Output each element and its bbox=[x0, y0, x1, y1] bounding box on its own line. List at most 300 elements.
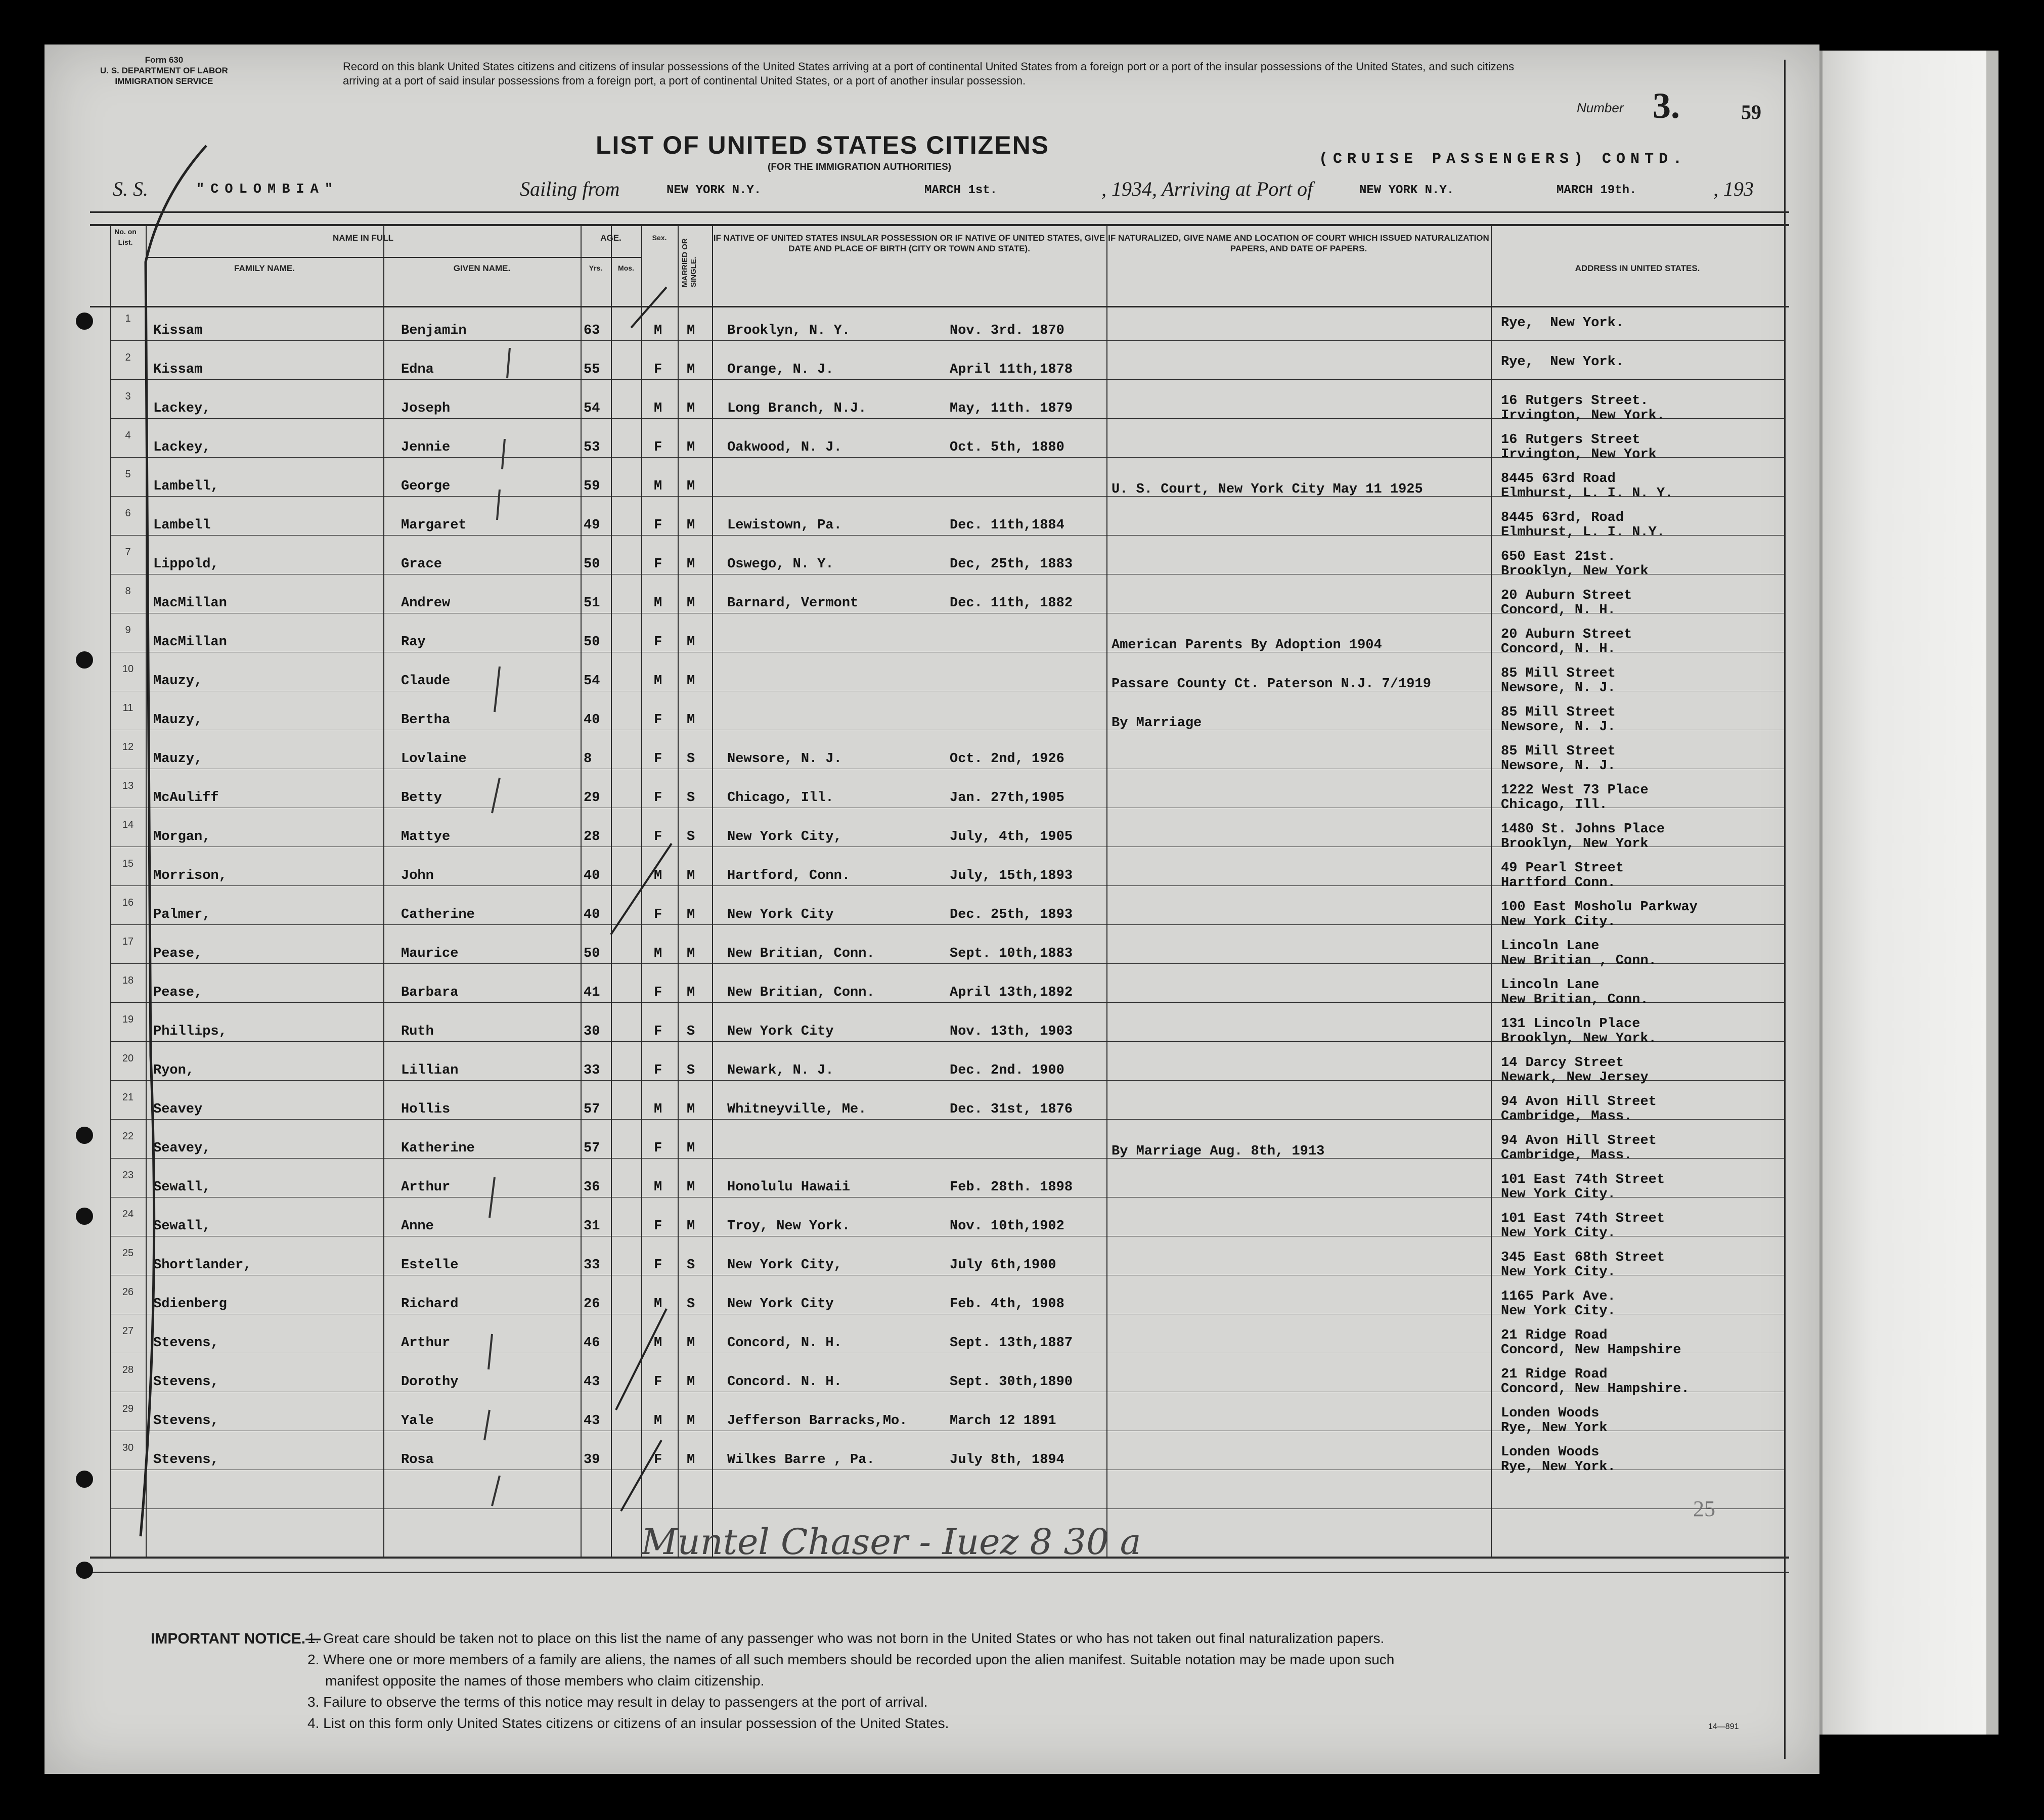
birthplace-cell: New York City, bbox=[727, 829, 842, 845]
given-name-cell: Catherine bbox=[401, 907, 475, 922]
sex-cell: F bbox=[654, 713, 662, 728]
age-cell: 8 bbox=[584, 751, 592, 767]
row-rule bbox=[110, 340, 1784, 341]
sex-cell: F bbox=[654, 1374, 662, 1390]
family-name-cell: Lambell bbox=[153, 518, 211, 533]
birthplace-cell: Wilkes Barre , Pa. bbox=[727, 1452, 875, 1468]
given-name-cell: Mattye bbox=[401, 829, 451, 845]
given-name-cell: Andrew bbox=[401, 596, 451, 611]
pencil-count: 25 bbox=[1693, 1496, 1715, 1521]
birthplace-cell: Barnard, Vermont bbox=[727, 596, 859, 611]
birth-date-cell: Sept. 10th,1883 bbox=[950, 946, 1073, 961]
family-name-cell: MacMillan bbox=[153, 596, 227, 611]
sheet-right-rule bbox=[1784, 60, 1786, 1759]
row-number: 4 bbox=[125, 430, 131, 441]
sex-cell: M bbox=[654, 596, 662, 611]
row-number: 5 bbox=[125, 469, 131, 480]
family-name-cell: Pease, bbox=[153, 985, 203, 1000]
birth-date-cell: Dec. 11th,1884 bbox=[950, 518, 1064, 533]
given-name-cell: Anne bbox=[401, 1219, 434, 1234]
ship-label: S. S. bbox=[113, 177, 148, 200]
family-name-cell: Lackey, bbox=[153, 401, 211, 416]
marital-status-cell: M bbox=[687, 985, 695, 1000]
family-name-cell: Phillips, bbox=[153, 1024, 227, 1039]
number-value: 3. bbox=[1653, 85, 1680, 126]
row-number: 11 bbox=[122, 702, 134, 714]
address-cell: Londen Woods Rye, New York bbox=[1501, 1406, 1608, 1436]
column-rule bbox=[383, 224, 384, 1557]
service: IMMIGRATION SERVICE bbox=[115, 76, 213, 86]
family-name-cell: Ryon, bbox=[153, 1063, 195, 1078]
birth-date-cell: Jan. 27th,1905 bbox=[950, 790, 1064, 806]
punch-hole bbox=[76, 1208, 93, 1225]
birthplace-cell: New Britian, Conn. bbox=[727, 946, 875, 961]
marital-status-cell: M bbox=[687, 868, 695, 883]
age-cell: 63 bbox=[584, 323, 600, 338]
sex-cell: M bbox=[654, 1297, 662, 1312]
address-cell: 16 Rutgers Street. Irvington, New York. bbox=[1501, 393, 1665, 423]
birthplace-cell: Jefferson Barracks,Mo. bbox=[727, 1413, 908, 1429]
col-name-in-full: NAME IN FULL bbox=[333, 233, 393, 243]
birthplace-cell: New York City bbox=[727, 1297, 834, 1312]
sex-cell: F bbox=[654, 635, 662, 650]
row-number: 28 bbox=[122, 1364, 134, 1375]
age-cell: 28 bbox=[584, 829, 600, 845]
sex-cell: M bbox=[654, 1180, 662, 1195]
row-number: 7 bbox=[125, 547, 131, 558]
col-birth: IF NATIVE OF UNITED STATES INSULAR POSSESSION OR IF NATIVE OF UNITED STATES, GIVE DATE AND PLACE OF BIRTH (CITY OR TOWN AND STATE). bbox=[713, 233, 1105, 253]
given-name-cell: Margaret bbox=[401, 518, 467, 533]
age-cell: 39 bbox=[584, 1452, 600, 1468]
row-number: 8 bbox=[125, 586, 131, 597]
name-subheader-rule bbox=[146, 257, 641, 258]
notice-item-1: 1. Great care should be taken not to place on this list the name of any passenger who was not born in the United States or who has not taken out final naturalization papers. bbox=[307, 1630, 1385, 1646]
punch-hole bbox=[76, 1127, 93, 1144]
sex-cell: F bbox=[654, 557, 662, 572]
birth-date-cell: Dec. 2nd. 1900 bbox=[950, 1063, 1064, 1078]
address-cell: 94 Avon Hill Street Cambridge, Mass. bbox=[1501, 1133, 1657, 1163]
row-number: 29 bbox=[122, 1403, 134, 1414]
birthplace-cell: Newsore, N. J. bbox=[727, 751, 842, 767]
birth-date-cell: April 13th,1892 bbox=[950, 985, 1073, 1000]
age-cell: 31 bbox=[584, 1219, 600, 1234]
marital-status-cell: M bbox=[687, 713, 695, 728]
marital-status-cell: S bbox=[687, 829, 695, 845]
department: U. S. DEPARTMENT OF LABOR bbox=[100, 66, 228, 75]
sex-cell: F bbox=[654, 829, 662, 845]
sex-cell: F bbox=[654, 1219, 662, 1234]
given-name-cell: Richard bbox=[401, 1297, 459, 1312]
form-identifier bbox=[100, 55, 228, 86]
manifest-sheet bbox=[45, 45, 1819, 1774]
marital-status-cell: M bbox=[687, 362, 695, 377]
row-number: 30 bbox=[122, 1442, 134, 1453]
punch-hole bbox=[76, 1471, 93, 1488]
given-name-cell: Lillian bbox=[401, 1063, 459, 1078]
row-number: 12 bbox=[122, 741, 134, 752]
age-cell: 51 bbox=[584, 596, 600, 611]
column-rule bbox=[641, 224, 642, 1557]
sex-cell: F bbox=[654, 440, 662, 455]
age-cell: 53 bbox=[584, 440, 600, 455]
sex-cell: F bbox=[654, 790, 662, 806]
marital-status-cell: M bbox=[687, 907, 695, 922]
sailing-from: NEW YORK N.Y. bbox=[666, 184, 762, 197]
given-name-cell: Grace bbox=[401, 557, 442, 572]
sex-cell: M bbox=[654, 323, 662, 338]
family-name-cell: McAuliff bbox=[153, 790, 219, 806]
birthplace-cell: Long Branch, N.J. bbox=[727, 401, 867, 416]
naturalization-cell: Passare County Ct. Paterson N.J. 7/1919 bbox=[1112, 677, 1431, 692]
address-cell: 1222 West 73 Place Chicago, Ill. bbox=[1501, 783, 1649, 813]
age-cell: 59 bbox=[584, 479, 600, 494]
naturalization-cell: By Marriage Aug. 8th, 1913 bbox=[1112, 1144, 1325, 1159]
marital-status-cell: M bbox=[687, 1452, 695, 1468]
notice-item-2-cont: manifest opposite the names of those members who claim citizenship. bbox=[325, 1673, 765, 1689]
sex-cell: F bbox=[654, 1258, 662, 1273]
birth-date-cell: Dec. 11th, 1882 bbox=[950, 596, 1073, 611]
marital-status-cell: M bbox=[687, 557, 695, 572]
given-name-cell: Bertha bbox=[401, 713, 451, 728]
address-cell: 650 East 21st. Brooklyn, New York bbox=[1501, 549, 1649, 579]
col-mos: Mos. bbox=[618, 264, 634, 272]
family-name-cell: Palmer, bbox=[153, 907, 211, 922]
year-arriving-label: , 1934, Arriving at Port of bbox=[1101, 177, 1313, 200]
family-name-cell: Seavey bbox=[153, 1102, 203, 1117]
page-curl bbox=[1819, 51, 1989, 1735]
age-cell: 57 bbox=[584, 1102, 600, 1117]
age-cell: 29 bbox=[584, 790, 600, 806]
form-number: Form 630 bbox=[145, 55, 184, 65]
address-cell: 101 East 74th Street New York City. bbox=[1501, 1211, 1665, 1241]
sailing-label: Sailing from bbox=[520, 177, 620, 200]
family-name-cell: Stevens, bbox=[153, 1413, 219, 1429]
address-cell: Londen Woods Rye, New York. bbox=[1501, 1445, 1616, 1475]
sex-cell: F bbox=[654, 1024, 662, 1039]
marital-status-cell: M bbox=[687, 518, 695, 533]
address-cell: 16 Rutgers Street Irvington, New York bbox=[1501, 432, 1657, 462]
birth-date-cell: Oct. 5th, 1880 bbox=[950, 440, 1064, 455]
column-rule bbox=[1491, 224, 1492, 1557]
sex-cell: F bbox=[654, 1063, 662, 1078]
row-number: 27 bbox=[122, 1325, 134, 1337]
given-name-cell: Ray bbox=[401, 635, 426, 650]
sex-cell: M bbox=[654, 1336, 662, 1351]
age-cell: 40 bbox=[584, 868, 600, 883]
given-name-cell: Jennie bbox=[401, 440, 451, 455]
row-number: 18 bbox=[122, 975, 134, 986]
punch-hole bbox=[76, 1562, 93, 1579]
address-cell: 85 Mill Street Newsore, N. J. bbox=[1501, 666, 1616, 696]
col-given-name: GIVEN NAME. bbox=[453, 263, 511, 273]
birth-date-cell: July, 15th,1893 bbox=[950, 868, 1073, 883]
page-curl-edge bbox=[1986, 51, 1998, 1735]
address-cell: 131 Lincoln Place Brooklyn, New York. bbox=[1501, 1016, 1657, 1046]
birthplace-cell: Brooklyn, N. Y. bbox=[727, 323, 851, 338]
marital-status-cell: S bbox=[687, 1258, 695, 1273]
age-cell: 36 bbox=[584, 1180, 600, 1195]
address-cell: 8445 63rd, Road Elmhurst, L. I. N.Y. bbox=[1501, 510, 1665, 540]
row-number: 13 bbox=[122, 780, 134, 791]
col-no-on-list: No. on List. bbox=[114, 228, 137, 246]
column-rule bbox=[1106, 224, 1107, 1557]
row-number: 21 bbox=[122, 1092, 134, 1103]
notice-item-4: 4. List on this form only United States citizens or citizens of an insular possession of the United States. bbox=[307, 1715, 949, 1731]
marital-status-cell: S bbox=[687, 1063, 695, 1078]
birthplace-cell: Concord. N. H. bbox=[727, 1374, 842, 1390]
marital-status-cell: M bbox=[687, 674, 695, 689]
address-cell: Rye, New York. bbox=[1501, 354, 1624, 370]
column-rule bbox=[146, 224, 147, 1557]
birth-date-cell: Feb. 28th. 1898 bbox=[950, 1180, 1073, 1195]
birth-date-cell: Dec. 31st, 1876 bbox=[950, 1102, 1073, 1117]
sex-cell: F bbox=[654, 1141, 662, 1156]
birth-date-cell: July, 4th, 1905 bbox=[950, 829, 1073, 845]
age-cell: 40 bbox=[584, 907, 600, 922]
family-name-cell: Morrison, bbox=[153, 868, 227, 883]
given-name-cell: Benjamin bbox=[401, 323, 467, 338]
marital-status-cell: M bbox=[687, 1180, 695, 1195]
birth-date-cell: Sept. 30th,1890 bbox=[950, 1374, 1073, 1390]
age-cell: 49 bbox=[584, 518, 600, 533]
row-number: 24 bbox=[122, 1209, 134, 1220]
family-name-cell: Mauzy, bbox=[153, 713, 203, 728]
table-top-rule bbox=[90, 224, 1789, 226]
birth-date-cell: Dec. 25th, 1893 bbox=[950, 907, 1073, 922]
address-cell: 85 Mill Street Newsore, N. J. bbox=[1501, 705, 1616, 735]
family-name-cell: Mauzy, bbox=[153, 674, 203, 689]
row-number: 2 bbox=[125, 352, 131, 363]
birth-date-cell: Nov. 3rd. 1870 bbox=[950, 323, 1064, 338]
row-rule bbox=[110, 379, 1784, 380]
sex-cell: F bbox=[654, 985, 662, 1000]
marital-status-cell: M bbox=[687, 1336, 695, 1351]
birthplace-cell: Troy, New York. bbox=[727, 1219, 851, 1234]
row-number: 6 bbox=[125, 508, 131, 519]
given-name-cell: Betty bbox=[401, 790, 442, 806]
notice-item-2: 2. Where one or more members of a family are aliens, the names of all such members should be recorded upon the alien manifest. Suitable notation may be made upon such bbox=[307, 1652, 1395, 1667]
given-name-cell: John bbox=[401, 868, 434, 883]
age-cell: 46 bbox=[584, 1336, 600, 1351]
row-number: 15 bbox=[122, 858, 134, 869]
address-cell: 21 Ridge Road Concord, New Hampshire bbox=[1501, 1328, 1681, 1358]
row-number: 19 bbox=[122, 1014, 134, 1025]
given-name-cell: Claude bbox=[401, 674, 451, 689]
age-cell: 57 bbox=[584, 1141, 600, 1156]
age-cell: 43 bbox=[584, 1413, 600, 1429]
given-name-cell: Rosa bbox=[401, 1452, 434, 1468]
marital-status-cell: S bbox=[687, 1024, 695, 1039]
given-name-cell: Edna bbox=[401, 362, 434, 377]
notice-label: IMPORTANT NOTICE.— bbox=[151, 1630, 321, 1647]
col-age: AGE. bbox=[600, 233, 621, 243]
birth-date-cell: July 8th, 1894 bbox=[950, 1452, 1064, 1468]
family-name-cell: Sewall, bbox=[153, 1180, 211, 1195]
birthplace-cell: Oswego, N. Y. bbox=[727, 557, 834, 572]
family-name-cell: Lippold, bbox=[153, 557, 219, 572]
marital-status-cell: M bbox=[687, 440, 695, 455]
address-cell: 85 Mill Street Newsore, N. J. bbox=[1501, 744, 1616, 774]
sex-cell: F bbox=[654, 362, 662, 377]
address-cell: 14 Darcy Street Newark, New Jersey bbox=[1501, 1055, 1649, 1085]
birthplace-cell: Chicago, Ill. bbox=[727, 790, 834, 806]
family-name-cell: Pease, bbox=[153, 946, 203, 961]
row-number: 9 bbox=[125, 625, 131, 636]
given-name-cell: Katherine bbox=[401, 1141, 475, 1156]
column-rule bbox=[611, 224, 612, 1557]
sex-cell: M bbox=[654, 1102, 662, 1117]
birth-date-cell: Feb. 4th, 1908 bbox=[950, 1297, 1064, 1312]
marital-status-cell: S bbox=[687, 1297, 695, 1312]
birthplace-cell: Newark, N. J. bbox=[727, 1063, 834, 1078]
naturalization-cell: U. S. Court, New York City May 11 1925 bbox=[1112, 482, 1423, 497]
birthplace-cell: Concord, N. H. bbox=[727, 1336, 842, 1351]
family-name-cell: Sdienberg bbox=[153, 1297, 227, 1312]
sex-cell: M bbox=[654, 868, 662, 883]
number-label: Number bbox=[1577, 100, 1624, 115]
marital-status-cell: M bbox=[687, 1141, 695, 1156]
birthplace-cell: Orange, N. J. bbox=[727, 362, 834, 377]
family-name-cell: Sewall, bbox=[153, 1219, 211, 1234]
notice-item-3: 3. Failure to observe the terms of this notice may result in delay to passengers at the port of arrival. bbox=[307, 1694, 928, 1710]
address-cell: 1165 Park Ave. New York City. bbox=[1501, 1289, 1616, 1319]
family-name-cell: Lackey, bbox=[153, 440, 211, 455]
age-cell: 33 bbox=[584, 1258, 600, 1273]
naturalization-cell: By Marriage bbox=[1112, 716, 1202, 731]
address-cell: 1480 St. Johns Place Brooklyn, New York bbox=[1501, 822, 1665, 852]
given-name-cell: Arthur bbox=[401, 1180, 451, 1195]
sex-cell: F bbox=[654, 518, 662, 533]
address-cell: 101 East 74th Street New York City. bbox=[1501, 1172, 1665, 1202]
column-rule bbox=[678, 224, 679, 1557]
address-cell: 49 Pearl Street Hartford Conn. bbox=[1501, 861, 1624, 891]
sailing-date: MARCH 1st. bbox=[924, 184, 998, 197]
given-name-cell: Estelle bbox=[401, 1258, 459, 1273]
marital-status-cell: M bbox=[687, 596, 695, 611]
column-rule bbox=[581, 224, 582, 1557]
marital-status-cell: M bbox=[687, 946, 695, 961]
record-instructions: Record on this blank United States citizens and citizens of insular possessions of the United States arriving at a port of continental United States from a foreign port or a port of the insular possessions of the United States, and such citizens arriving at a port of said insular possessions from a foreign port, a port of continental United States, or a port of another insular possession. bbox=[343, 60, 1515, 87]
marital-status-cell: M bbox=[687, 401, 695, 416]
family-name-cell: Morgan, bbox=[153, 829, 211, 845]
column-rule bbox=[712, 224, 713, 1557]
page-subtitle: (FOR THE IMMIGRATION AUTHORITIES) bbox=[768, 162, 952, 172]
age-cell: 50 bbox=[584, 557, 600, 572]
row-number: 22 bbox=[122, 1131, 134, 1142]
family-name-cell: Shortlander, bbox=[153, 1258, 252, 1273]
header-rule bbox=[90, 211, 1789, 213]
sex-cell: M bbox=[654, 479, 662, 494]
marital-status-cell: M bbox=[687, 635, 695, 650]
col-naturalized: IF NATURALIZED, GIVE NAME AND LOCATION OF COURT WHICH ISSUED NATURALIZATION PAPERS, AND DATE OF PAPERS. bbox=[1108, 233, 1489, 253]
birth-date-cell: Dec, 25th, 1883 bbox=[950, 557, 1073, 572]
birth-date-cell: Nov. 13th, 1903 bbox=[950, 1024, 1073, 1039]
given-name-cell: George bbox=[401, 479, 451, 494]
family-name-cell: Stevens, bbox=[153, 1374, 219, 1390]
form-code: 14—891 bbox=[1708, 1722, 1739, 1731]
sex-cell: M bbox=[654, 1413, 662, 1429]
birth-date-cell: March 12 1891 bbox=[950, 1413, 1056, 1429]
age-cell: 54 bbox=[584, 674, 600, 689]
punch-hole bbox=[76, 651, 93, 669]
address-cell: Lincoln Lane New Britian , Conn. bbox=[1501, 939, 1657, 968]
marital-status-cell: M bbox=[687, 323, 695, 338]
row-number: 23 bbox=[122, 1170, 134, 1181]
col-family-name: FAMILY NAME. bbox=[234, 263, 295, 273]
birth-date-cell: Nov. 10th,1902 bbox=[950, 1219, 1064, 1234]
ship-name: "COLOMBIA" bbox=[196, 182, 339, 197]
birthplace-cell: Oakwood, N. J. bbox=[727, 440, 842, 455]
address-cell: 8445 63rd Road Elmhurst, L. I. N. Y. bbox=[1501, 471, 1673, 501]
birthplace-cell: New York City bbox=[727, 907, 834, 922]
col-yrs: Yrs. bbox=[589, 264, 603, 272]
row-number: 1 bbox=[125, 313, 131, 324]
arriving-port: NEW YORK N.Y. bbox=[1359, 184, 1454, 197]
row-number: 3 bbox=[125, 391, 131, 402]
given-name-cell: Dorothy bbox=[401, 1374, 459, 1390]
age-cell: 50 bbox=[584, 635, 600, 650]
address-cell: 100 East Mosholu Parkway New York City. bbox=[1501, 900, 1698, 929]
family-name-cell: Seavey, bbox=[153, 1141, 211, 1156]
birthplace-cell: New Britian, Conn. bbox=[727, 985, 875, 1000]
row-number: 26 bbox=[122, 1286, 134, 1298]
naturalization-cell: American Parents By Adoption 1904 bbox=[1112, 638, 1382, 653]
col-sex: Sex. bbox=[652, 234, 667, 242]
family-name-cell: Mauzy, bbox=[153, 751, 203, 767]
birth-date-cell: May, 11th. 1879 bbox=[950, 401, 1073, 416]
arriving-year-label: , 193 bbox=[1713, 177, 1754, 200]
address-cell: 345 East 68th Street New York City. bbox=[1501, 1250, 1665, 1280]
given-name-cell: Yale bbox=[401, 1413, 434, 1429]
given-name-cell: Hollis bbox=[401, 1102, 451, 1117]
family-name-cell: Stevens, bbox=[153, 1452, 219, 1468]
cruise-note: (CRUISE PASSENGERS) CONTD. bbox=[1319, 151, 1687, 168]
notice-top-rule bbox=[90, 1572, 1789, 1573]
row-number: 14 bbox=[122, 819, 134, 830]
sheet-number: 59 bbox=[1741, 101, 1761, 123]
birthplace-cell: Honolulu Hawaii bbox=[727, 1180, 851, 1195]
row-number: 20 bbox=[122, 1053, 134, 1064]
given-name-cell: Arthur bbox=[401, 1336, 451, 1351]
age-cell: 26 bbox=[584, 1297, 600, 1312]
given-column-ticks bbox=[484, 348, 510, 1506]
marital-status-cell: M bbox=[687, 1374, 695, 1390]
column-rule bbox=[110, 224, 111, 1557]
address-cell: 94 Avon Hill Street Cambridge, Mass. bbox=[1501, 1094, 1657, 1124]
marital-status-cell: M bbox=[687, 479, 695, 494]
marital-status-cell: S bbox=[687, 790, 695, 806]
birth-date-cell: April 11th,1878 bbox=[950, 362, 1073, 377]
address-cell: 20 Auburn Street Concord, N. H. bbox=[1501, 627, 1632, 657]
given-name-cell: Joseph bbox=[401, 401, 451, 416]
family-name-cell: Stevens, bbox=[153, 1336, 219, 1351]
birthplace-cell: Hartford, Conn. bbox=[727, 868, 851, 883]
age-cell: 41 bbox=[584, 985, 600, 1000]
age-cell: 30 bbox=[584, 1024, 600, 1039]
birth-date-cell: July 6th,1900 bbox=[950, 1258, 1056, 1273]
family-name-cell: Kissam bbox=[153, 362, 203, 377]
given-name-cell: Lovlaine bbox=[401, 751, 467, 767]
col-married: MARRIED OR SINGLE. bbox=[681, 238, 698, 287]
birthplace-cell: New York City, bbox=[727, 1258, 842, 1273]
sex-cell: M bbox=[654, 401, 662, 416]
marital-status-cell: M bbox=[687, 1102, 695, 1117]
address-cell: Rye, New York. bbox=[1501, 316, 1624, 331]
marital-status-cell: M bbox=[687, 1219, 695, 1234]
row-rule bbox=[110, 1508, 1784, 1509]
page-title: LIST OF UNITED STATES CITIZENS bbox=[596, 131, 1050, 159]
family-name-cell: Lambell, bbox=[153, 479, 219, 494]
